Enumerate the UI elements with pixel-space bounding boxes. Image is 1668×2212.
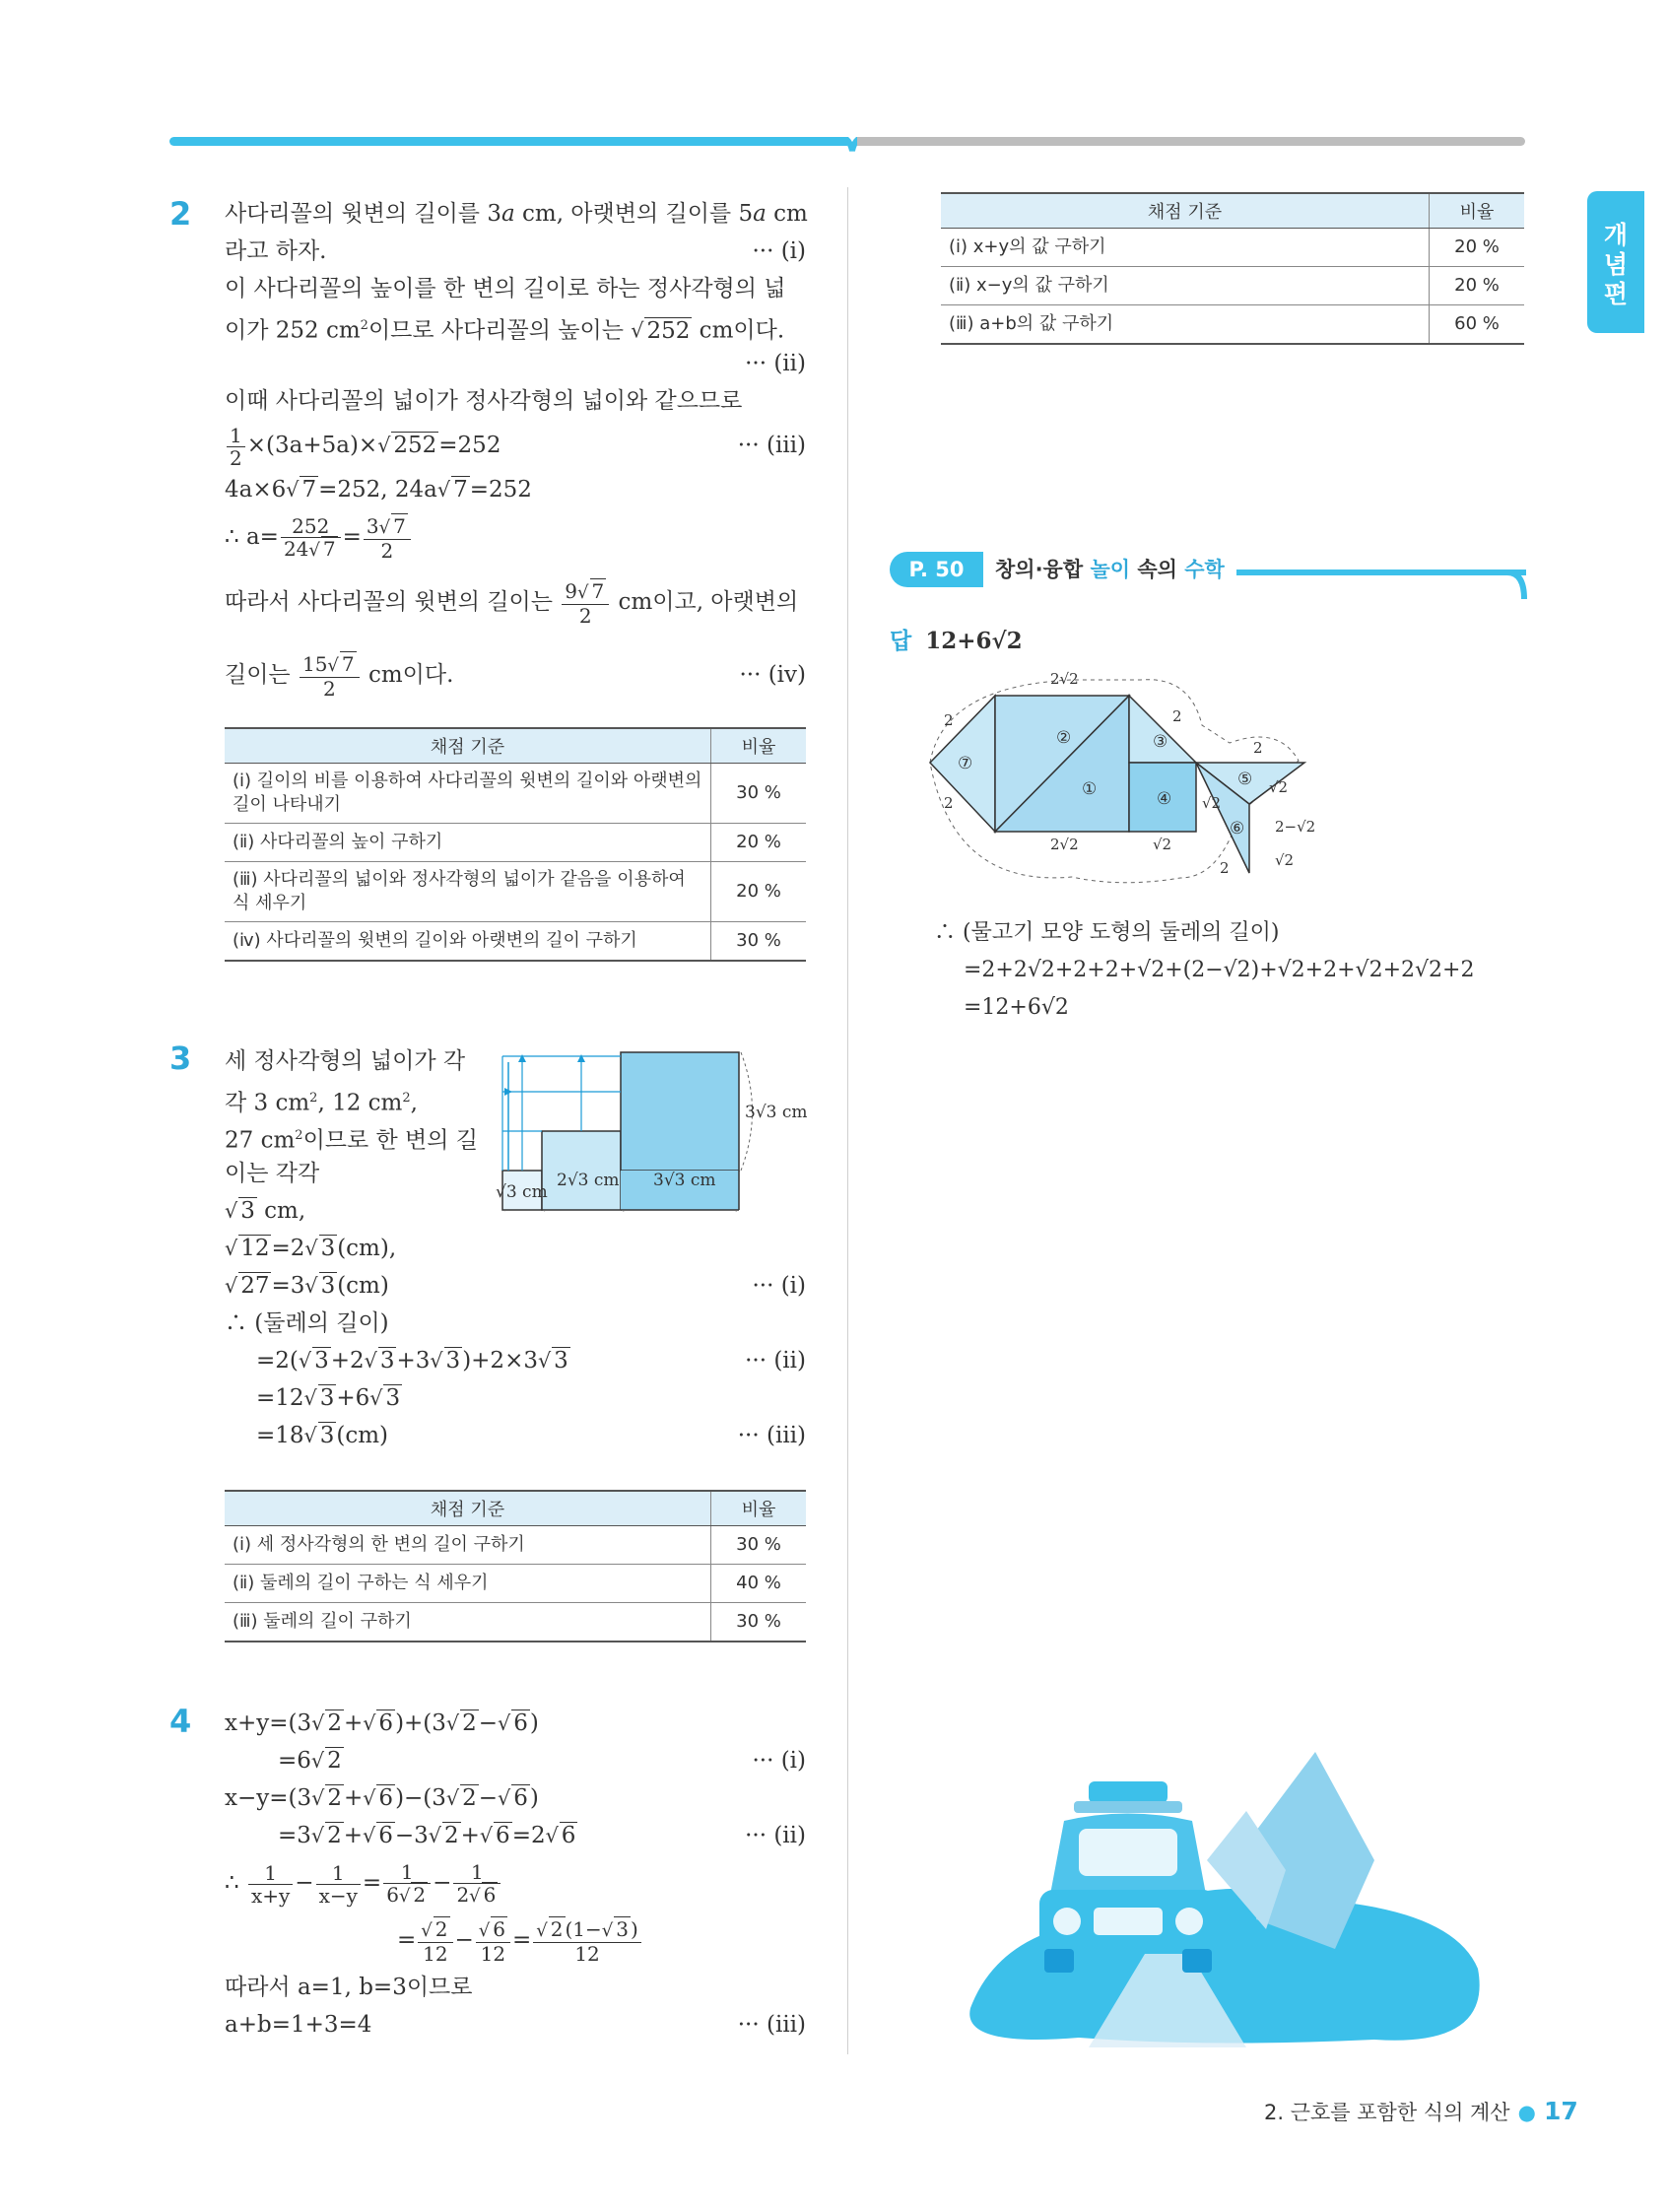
text-line: 27 $cm^2$이므로 한 변의 길 [225,1127,479,1154]
problem-2 [225,195,806,711]
side-tab-char: 념 [1603,250,1629,279]
conclusion [934,914,1535,1027]
text-line: √ 27=3√ 3(cm) ··· (ⅰ) [225,1267,806,1305]
equation: ∴ $\frac{1}{x+y}$ − $\frac{1}{x-y}$ = $\frac{1}{6√ 2}$ − $\frac{1}{2√ 6}$ [225,1854,806,1911]
equation: ∴ a= $\frac{252}{24√ 7}$ = $\frac{3√ 7}{2}$ [225,508,806,566]
text-line: a+b=1+3=4 ··· (ⅲ) [225,2006,806,2044]
label: √2 [1153,836,1172,853]
equation: =2+2√2+2+2+√2+(2−√2)+√2+2+√2+2√2+2 [964,958,1475,982]
step-marker: ··· (ⅱ) [745,351,806,376]
problem-4 [225,1705,806,2044]
label: 2 [1220,859,1230,877]
side-tab[interactable] [1587,191,1644,333]
answer: 답 12+6√2 [890,628,1023,654]
problem-number: 3 [169,1039,192,1077]
table-header: 채점 기준 [225,728,711,764]
table-row: (ⅱ) x−y의 값 구하기 20 % [941,267,1524,305]
label: √2 [1269,778,1289,796]
table-row: (ⅰ) 길이의 비를 이용하여 사다리꼴의 윗변의 길이와 아랫변의 길이 나타내기 30 % [225,764,806,824]
figure-label: 3√3 cm [653,1171,716,1190]
label: 2 [1253,739,1263,757]
text-line: 이때 사다리꼴의 넓이가 정사각형의 넓이와 같으므로 [225,388,743,414]
text-line: 사다리꼴의 윗변의 길이를 3a cm, 아랫변의 길이를 5a cm [225,201,808,227]
label: ⑤ [1237,770,1253,789]
equation: =12+6√2 [964,995,1069,1020]
label: ① [1082,779,1098,799]
equation: =12√ 3+6√ 3 [256,1385,401,1411]
table-header: 비율 [711,1491,807,1526]
equation: =6√ 2 ··· (ⅰ) [225,1742,806,1779]
problem-number: 2 [169,195,192,233]
text-line: √ 3 cm, [225,1198,306,1224]
label: 2√2 [1050,836,1079,853]
label: ③ [1153,732,1168,752]
fish-tangram-figure [924,666,1318,893]
equation: =3√ 2+√ 6−3√ 2+√ 6=2√ 6 ··· (ⅱ) [225,1817,806,1854]
grading-table-2 [225,727,806,962]
column-divider [847,187,848,2054]
equation: x−y=(3√ 2+√ 6)−(3√ 2−√ 6) [225,1785,539,1811]
figure-label: √3 cm [496,1182,548,1202]
step-marker: ··· (ⅰ) [752,238,806,264]
equation: 4a×6√ 7=252, 24a√ 7=252 [225,477,532,503]
step-marker: ··· (ⅲ) [737,433,806,458]
step-marker: ··· (ⅱ) [745,1823,806,1848]
table-row: (ⅰ) x+y의 값 구하기 20 % [941,229,1524,267]
label: ④ [1157,789,1172,809]
label: 3√3 cm [745,1103,808,1122]
car-illustration [961,1752,1493,2049]
section-title: 창의·융합 놀이 속의 수학 [995,558,1225,581]
table-header: 채점 기준 [941,193,1430,229]
table-row: (ⅱ) 사다리꼴의 높이 구하기 20 % [225,824,806,862]
label: 2 [944,711,954,729]
section-rule-end [1507,570,1527,603]
footer [1264,2097,1578,2126]
text-line: 라고 하자. ··· (ⅰ) [225,233,806,270]
piece-3 [1129,696,1196,763]
page-ref-badge: P. 50 [890,552,983,587]
step-marker: ··· (ⅲ) [737,1423,806,1448]
label: √2 [1202,794,1222,812]
side-tab-char: 편 [1603,280,1629,308]
equation: = $\frac{√ 2}{12}$ − $\frac{√ 6}{12}$ = $\frac{√ 2 (1-√ 3 )}{12}$ [225,1911,806,1969]
chapter-title: 2. 근호를 포함한 식의 계산 [1264,2101,1510,2124]
table-row: (ⅰ) 세 정사각형의 한 변의 길이 구하기 30 % [225,1526,806,1565]
text-line: 이는 각각 [225,1161,320,1186]
step-marker: ··· (ⅳ) [739,662,806,688]
label: 2 [1172,707,1182,725]
table-header: 채점 기준 [225,1491,711,1526]
text-line: ∴ (둘레의 길이) [225,1310,389,1336]
grading-table-4 [941,192,1524,345]
table-row: (ⅲ) 둘레의 길이 구하기 30 % [225,1603,806,1642]
label: √2 [1275,851,1295,869]
page-number: 17 [1543,2097,1578,2125]
label: ② [1056,728,1072,748]
table-row: (ⅲ) 사다리꼴의 넓이와 정사각형의 넓이가 같음을 이용하여 식 세우기 20 % [225,862,806,922]
text-line [225,345,806,382]
header-bar-left [169,137,847,146]
windshield [1079,1829,1177,1876]
text-line: 따라서 a=1, b=3이므로 [225,1975,473,2000]
table-row: (ⅳ) 사다리꼴의 윗변의 길이와 아랫변의 길이 구하기 30 % [225,922,806,962]
label: 2−√2 [1275,818,1316,836]
text-line: 각 3 $cm^2$, 12 $cm^2$, [225,1090,418,1116]
text-line: 이가 252 $cm^2$이므로 사다리꼴의 높이는 √ 252 cm이다. [225,317,785,344]
label: ⑦ [958,754,973,773]
header-bar-right [857,137,1525,146]
problem-number: 4 [169,1703,192,1740]
step-marker: ··· (ⅰ) [752,1748,806,1774]
text-line: ∴ (물고기 모양 도형의 둘레의 길이) [934,920,1280,945]
grading-table-3 [225,1490,806,1642]
step-marker: ··· (ⅰ) [752,1273,806,1299]
step-marker: ··· (ⅲ) [737,2012,806,2038]
step-marker: ··· (ⅱ) [745,1348,806,1374]
equation: =2(√ 3+2√ 3+3√ 3)+2×3√ 3 ··· (ⅱ) [225,1342,806,1379]
section-rule [1236,570,1526,575]
label: 2 [944,794,954,812]
table-row: (ⅱ) 둘레의 길이 구하는 식 세우기 40 % [225,1565,806,1603]
text-line: 길이는 $\frac{15√ 7}{2}$ cm이다. ··· (ⅳ) [225,638,806,711]
equation: x+y=(3√ 2+√ 6)+(3√ 2−√ 6) [225,1710,539,1736]
equation: $\frac{1}{2}$ ×(3a+5a)×√ 252=252 ··· (ⅲ) [225,420,806,471]
text-line: 따라서 사다리꼴의 윗변의 길이는 $\frac{9√ 7}{2}$ cm이고, 아랫변의 [225,578,799,628]
table-row: (ⅲ) a+b의 값 구하기 60 % [941,305,1524,345]
equation: =18√ 3(cm) ··· (ⅲ) [225,1417,806,1454]
text-line: 이 사다리꼴의 높이를 한 변의 길이로 하는 정사각형의 넓 [225,276,786,302]
text-line: √ 12=2√ 3(cm), [225,1236,397,1261]
footer-dot: ● [1517,2101,1536,2124]
label: 2√2 [1050,670,1079,688]
table-header: 비율 [1430,193,1525,229]
text-line: 세 정사각형의 넓이가 각 [225,1048,466,1074]
large-square [621,1052,739,1171]
figure-label: 2√3 cm [557,1171,620,1190]
table-header: 비율 [711,728,807,764]
side-tab-char: 개 [1603,221,1629,249]
roof-luggage [1089,1781,1168,1803]
label: ⑥ [1230,819,1245,838]
